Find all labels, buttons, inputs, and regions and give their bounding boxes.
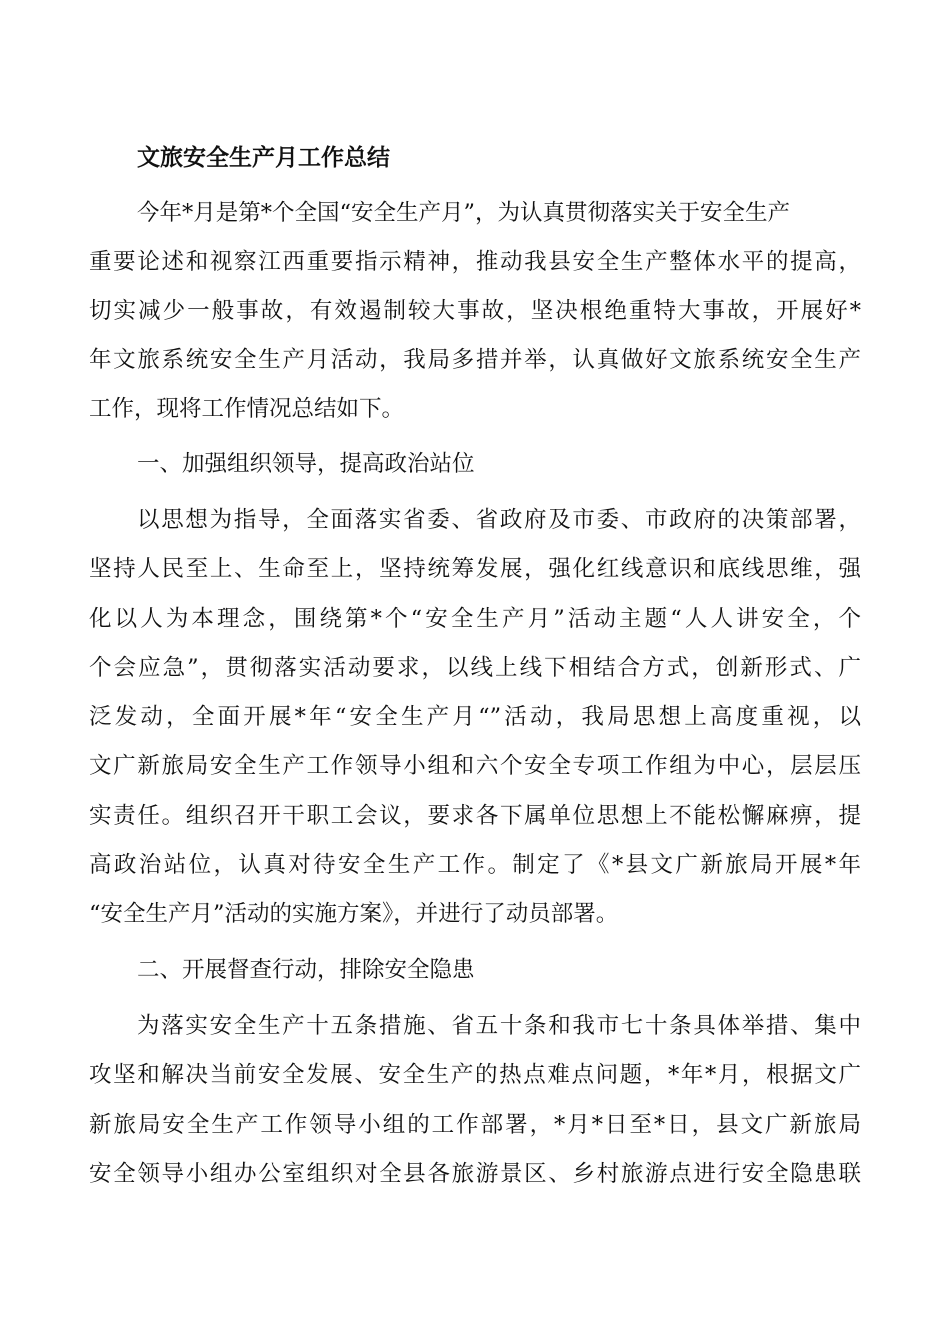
text-line: 个会应急”，贯彻落实活动要求，以线上线下相结合方式，创新形式、广 [89, 655, 861, 681]
text-line: 新旅局安全生产工作领导小组的工作部署，*月*日至*日，县文广新旅局 [89, 1112, 861, 1138]
text-line: “安全生产月”活动的实施方案》，并进行了动员部署。 [89, 901, 619, 927]
text-line: 攻坚和解决当前安全发展、安全生产的热点难点问题，*年*月，根据文广 [89, 1062, 861, 1088]
text-line: 重要论述和视察江西重要指示精神，推动我县安全生产整体水平的提高， [89, 249, 861, 275]
text-line: 年文旅系统安全生产月活动，我局多措并举，认真做好文旅系统安全生产 [89, 347, 861, 373]
section-heading: 二、开展督查行动，排除安全隐患 [137, 957, 475, 983]
text-line: 化以人为本理念，围绕第*个“安全生产月”活动主题“人人讲安全，个 [89, 606, 861, 632]
text-line: 安全领导小组办公室组织对全县各旅游景区、乡村旅游点进行安全隐患联 [89, 1161, 861, 1187]
text-line: 高政治站位，认真对待安全生产工作。制定了《*县文广新旅局开展*年 [89, 852, 861, 878]
section-heading: 一、加强组织领导，提高政治站位 [137, 451, 475, 477]
text-line: 为落实安全生产十五条措施、省五十条和我市七十条具体举措、集中 [137, 1013, 861, 1039]
text-line: 以思想为指导，全面落实省委、省政府及市委、市政府的决策部署， [137, 507, 861, 533]
text-line: 工作，现将工作情况总结如下。 [89, 396, 405, 422]
text-line: 泛发动，全面开展*年“安全生产月“”活动，我局思想上高度重视，以 [89, 704, 861, 730]
text-line: 今年*月是第*个全国“安全生产月”，为认真贯彻落实关于安全生产 [137, 200, 791, 226]
text-line: 切实减少一般事故，有效遏制较大事故，坚决根绝重特大事故，开展好* [89, 298, 861, 324]
text-line: 文广新旅局安全生产工作领导小组和六个安全专项工作组为中心，层层压 [89, 753, 861, 779]
text-line: 坚持人民至上、生命至上，坚持统筹发展，强化红线意识和底线思维，强 [89, 556, 861, 582]
document-title: 文旅安全生产月工作总结 [137, 144, 390, 171]
text-line: 实责任。组织召开干职工会议，要求各下属单位思想上不能松懈麻痹，提 [89, 803, 861, 829]
